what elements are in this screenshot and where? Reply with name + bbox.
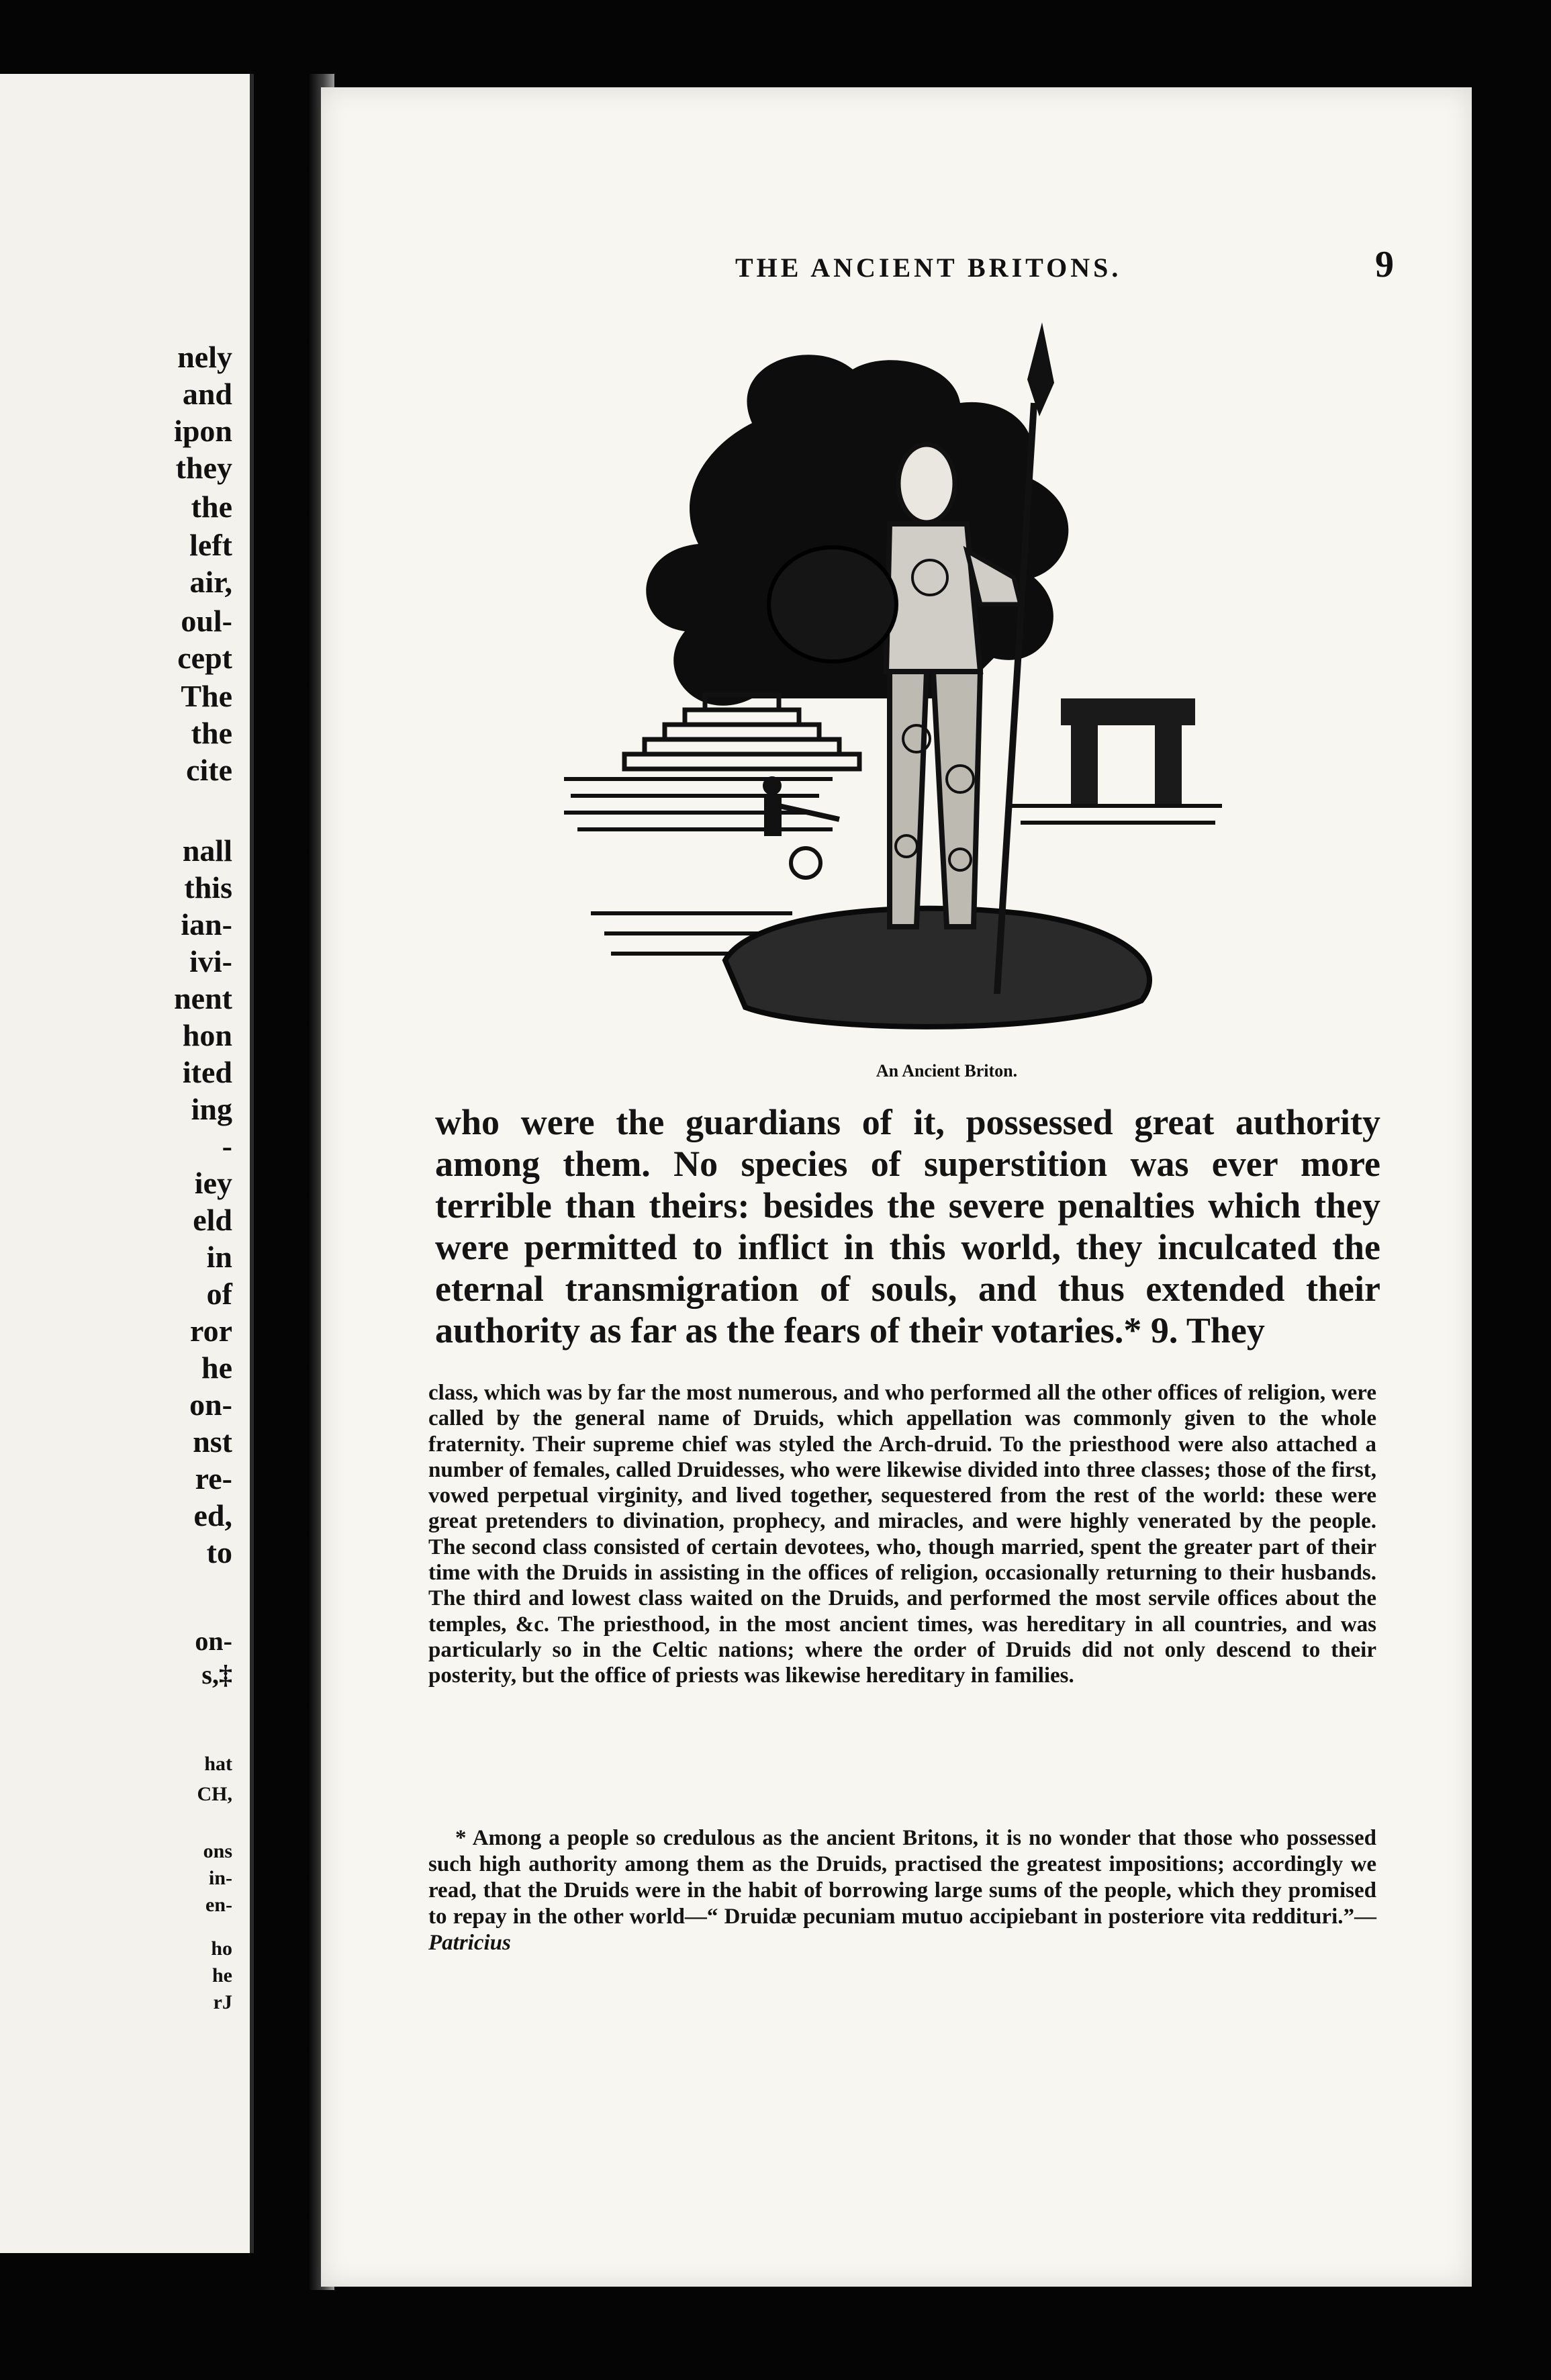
previous-page-line-fragment: -: [222, 1129, 232, 1163]
ancient-briton-woodcut: [551, 322, 1249, 1054]
main-paragraph: who were the guardians of it, possessed great authority among them. No species of superstition was ever more terrible than theirs: besides the severe penalties which they were permitted to inflict in this world, they inculcated the eternal transmigration of souls, and thus extended their authority as far as the fears of their votaries.* 9. They: [435, 1102, 1380, 1351]
previous-page-line-fragment: iey: [194, 1166, 232, 1200]
previous-page-line-fragment: ho: [211, 1937, 232, 1960]
previous-page-line-fragment: left: [189, 528, 232, 562]
previous-page-line-fragment: nst: [193, 1424, 232, 1459]
previous-page-line-fragment: on-: [189, 1387, 232, 1422]
previous-page-line-fragment: hon: [182, 1018, 232, 1052]
previous-page-line-fragment: this: [184, 870, 232, 905]
previous-page-line-fragment: ian-: [181, 907, 232, 942]
previous-page-line-fragment: ed,: [193, 1498, 232, 1532]
previous-page-line-fragment: ivi-: [189, 944, 232, 978]
previous-page-line-fragment: they: [175, 451, 232, 485]
previous-page-line-fragment: cite: [186, 753, 232, 787]
previous-page-line-fragment: in: [206, 1240, 232, 1274]
previous-page-line-fragment: and: [182, 377, 232, 411]
dolmen-shape: [1061, 698, 1195, 806]
previous-page-line-fragment: ited: [182, 1055, 232, 1089]
previous-page-line-fragment: the: [191, 716, 232, 750]
continued-footnote: class, which was by far the most numerous, and who performed all the other offices of religion, were called by the general name of Druids, which appellation was commonly given to the whole fraternity. Their supreme chief was styled the Arch-druid. To the priesthood were also attached a number of females, called Druidesses, who were likewise divided into three classes; those of the first, vowed perpetual virginity, and lived together, sequestered from the rest of the world: these were great pretenders to divination, prophecy, and miracles, and were highly venerated by the people. The second class consisted of certain devotees, who, though married, spent the greater part of their time with the Druids in assisting in the offices of religion, occasionally returning to their husbands. The third and lowest class waited on the Druids, and performed the most servile offices about the temples, &c. The priesthood, in the most ancient times, was hereditary in all countries, and was particularly so in the Celtic nations; where the order of Druids did not only descend to their posterity, but the office of priests was likewise hereditary in families.: [428, 1381, 1376, 1688]
previous-page-line-fragment: s,‡: [201, 1659, 232, 1690]
previous-page-line-fragment: to: [206, 1535, 232, 1569]
previous-page-line-fragment: eld: [193, 1203, 232, 1237]
footnote-text: * Among a people so credulous as the ancient Britons, it is no wonder that those who possessed such high authority among them as the Druids, practised the greatest impositions; accordingly we read, that the Druids were in the habit of borrowing large sums of the people, which they promised to repay in the other world—“ Druidæ pecuniam mutuo accipiebant in posteriore vita reddituri.”—: [428, 1826, 1376, 1929]
ploughman-figure: [763, 776, 839, 878]
previous-page-line-fragment: he: [212, 1964, 232, 1986]
previous-page-line-fragment: he: [201, 1351, 232, 1385]
previous-page-line-fragment: ipon: [174, 414, 232, 448]
previous-page-line-fragment: cept: [177, 641, 232, 675]
page-number: 9: [1375, 244, 1394, 285]
mound-shape: [725, 909, 1149, 1027]
running-head: THE ANCIENT BRITONS.: [735, 253, 1122, 283]
previous-page-line-fragment: The: [181, 679, 232, 713]
previous-page-line-fragment: CH,: [197, 1783, 232, 1805]
previous-page-line-fragment: rJ: [213, 1991, 232, 2013]
previous-page-line-fragment: of: [206, 1277, 232, 1311]
pyramid-shape: [624, 695, 859, 769]
footnote-attribution: Patricius: [428, 1931, 511, 1955]
previous-page: [0, 74, 254, 2253]
previous-page-line-fragment: re-: [195, 1461, 232, 1496]
previous-page-line-fragment: on-: [195, 1626, 232, 1656]
previous-page-line-fragment: in-: [208, 1867, 232, 1889]
previous-page-line-fragment: ror: [189, 1314, 232, 1348]
previous-page-line-fragment: air,: [189, 565, 232, 599]
previous-page-line-fragment: ons: [203, 1840, 232, 1862]
previous-page-line-fragment: nall: [182, 833, 232, 868]
previous-page-line-fragment: oul-: [181, 604, 232, 638]
previous-page-line-fragment: ing: [191, 1092, 232, 1126]
previous-page-line-fragment: nely: [177, 340, 232, 374]
previous-page-line-fragment: hat: [204, 1753, 232, 1775]
previous-page-line-fragment: the: [191, 490, 232, 524]
previous-page-line-fragment: nent: [174, 981, 232, 1015]
previous-page-line-fragment: en-: [205, 1894, 232, 1916]
footnote: [428, 1825, 1376, 1956]
illustration-caption: An Ancient Briton.: [876, 1061, 1018, 1081]
